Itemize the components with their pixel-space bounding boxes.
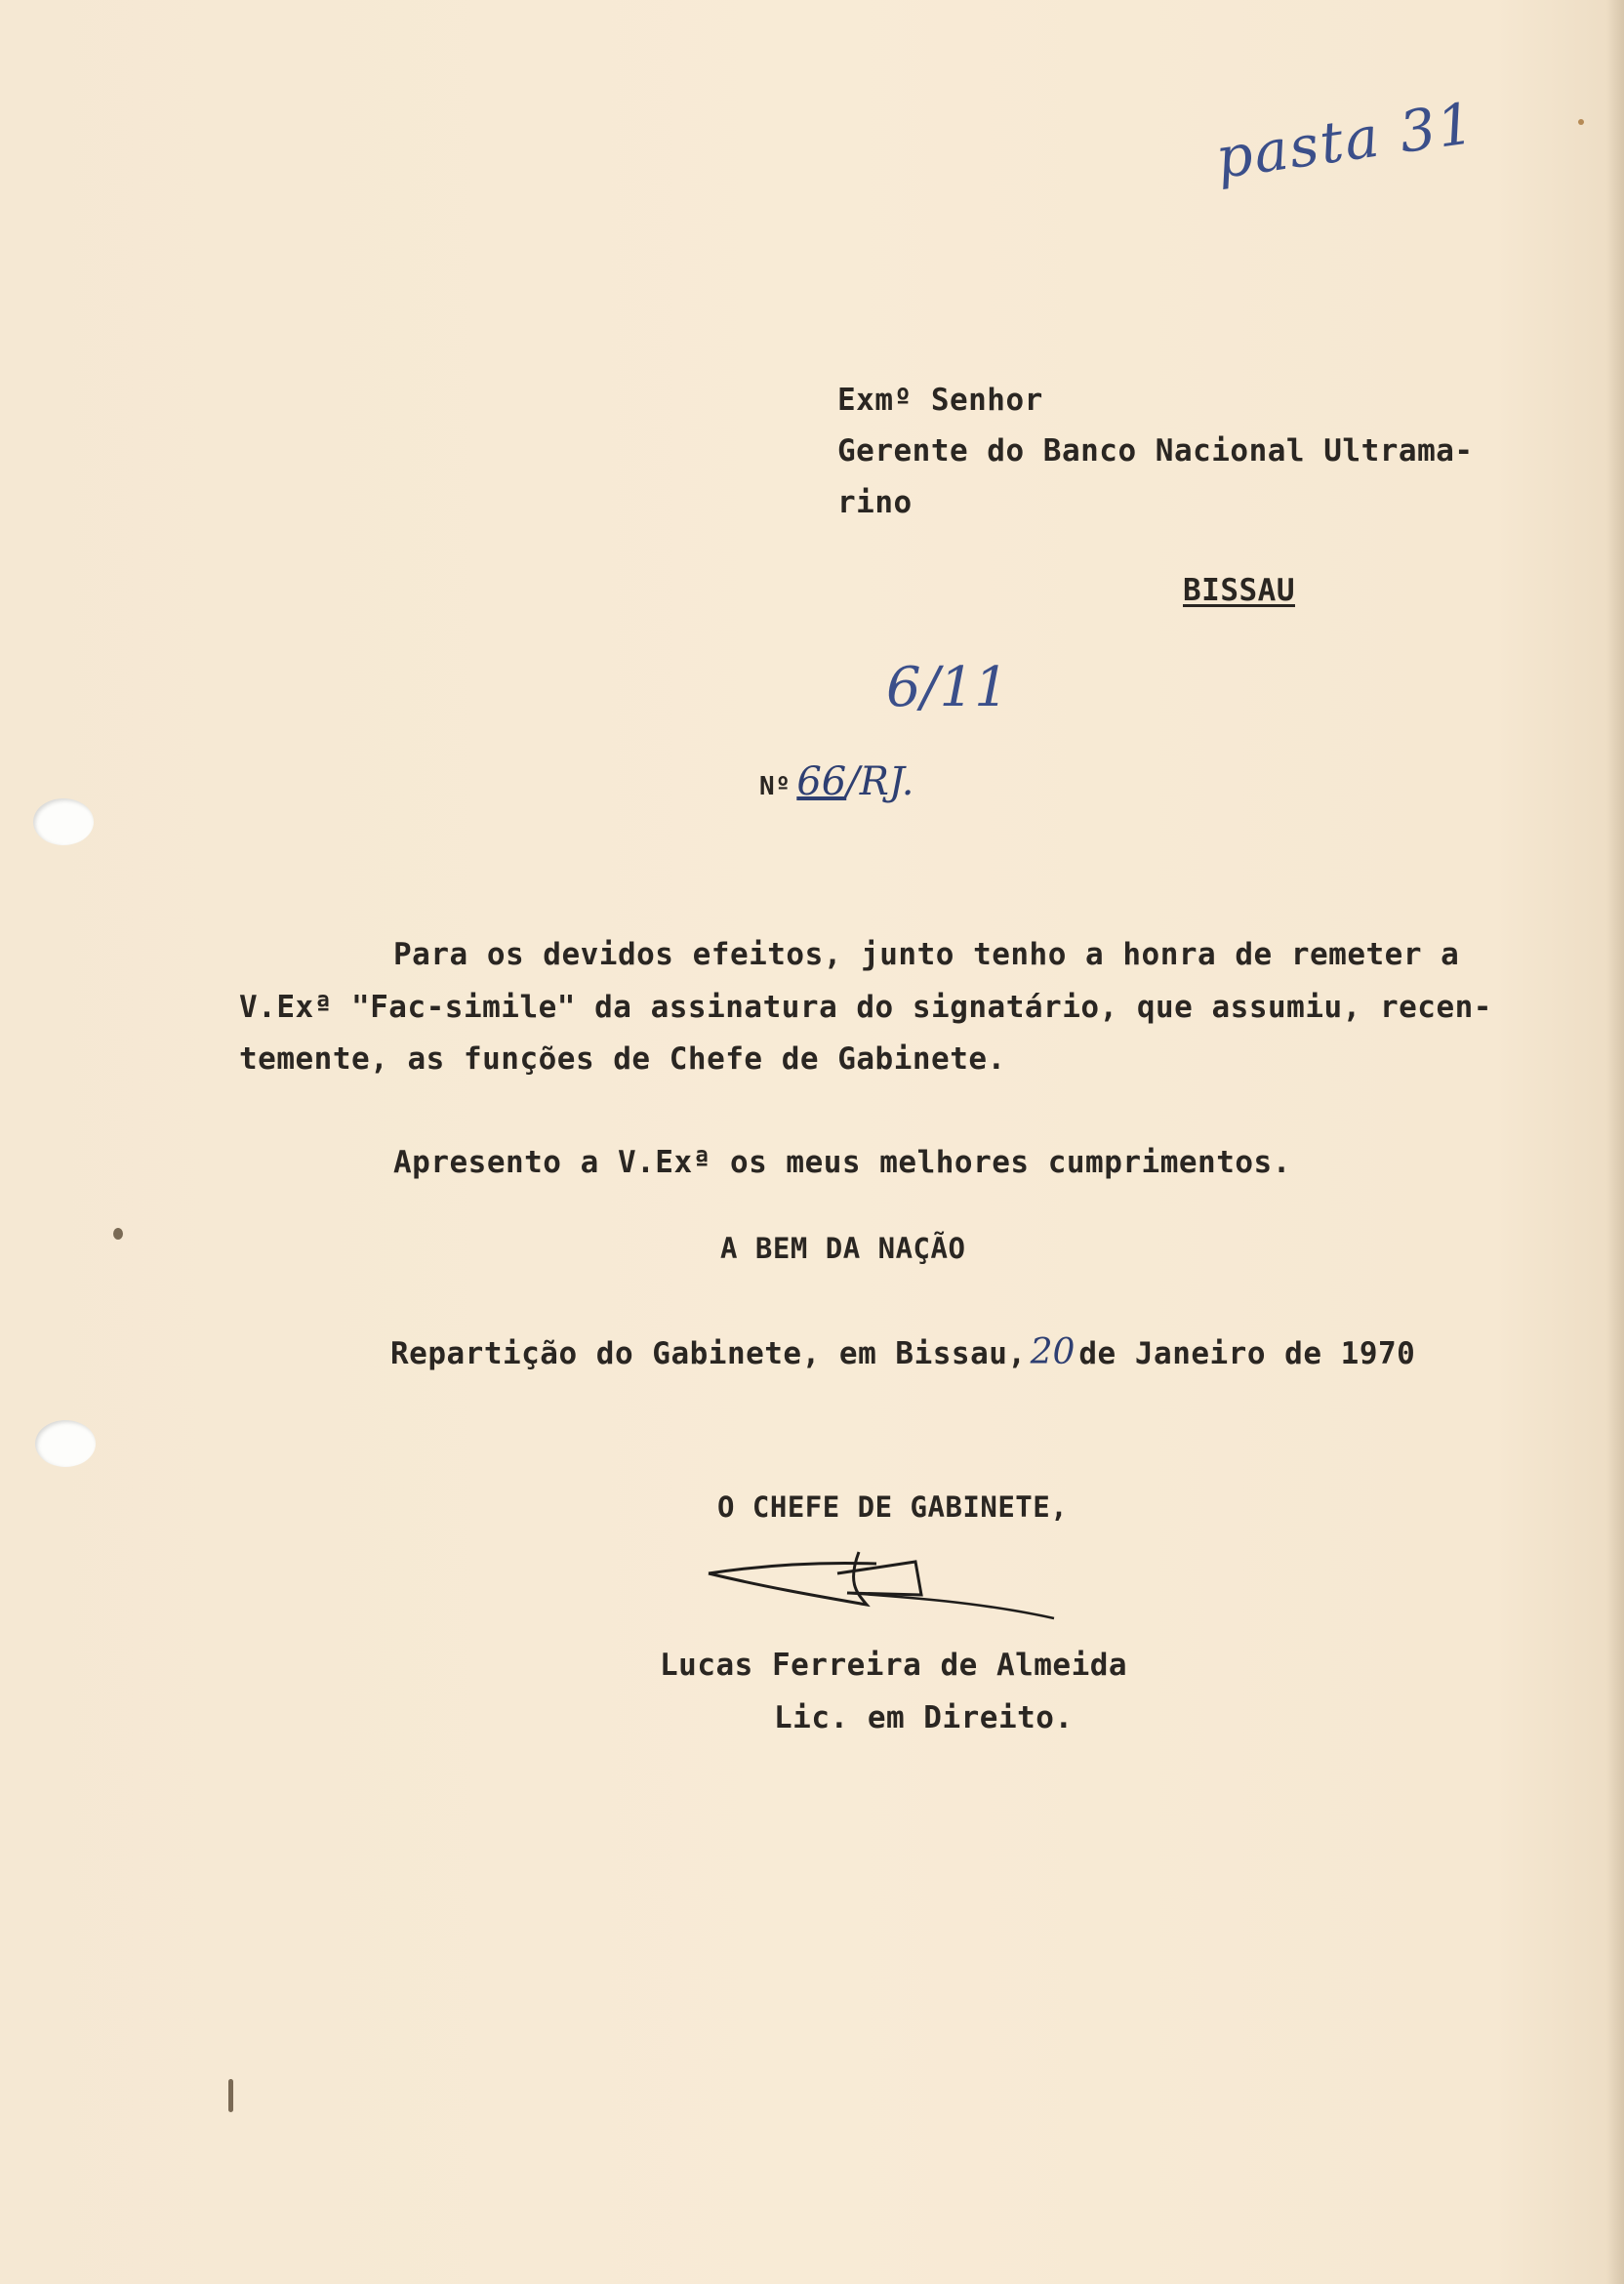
- body-paragraph-1-line-3: temente, as funções de Chefe de Gabinete.: [239, 1041, 1006, 1077]
- paper-speck: [228, 2079, 233, 2112]
- handwritten-margin-note: pasta 31: [1211, 89, 1481, 192]
- body-paragraph-2: Apresento a V.Exª os meus melhores cumprimentos.: [393, 1145, 1291, 1180]
- body-paragraph-1-line-2: V.Exª "Fac-simile" da assinatura do signatário, que assumiu, recen-: [239, 990, 1492, 1025]
- address-city: BISSAU: [1183, 573, 1295, 608]
- reference-prefix: Nº: [759, 772, 792, 801]
- reference-suffix: /RJ.: [846, 759, 914, 804]
- address-line-2: Gerente do Banco Nacional Ultrama-: [837, 433, 1474, 469]
- body-paragraph-1-line-1: Para os devidos efeitos, junto tenho a honra de remeter a: [393, 937, 1460, 972]
- paper-edge-shadow: [1606, 0, 1624, 2284]
- signatory-title: Lic. em Direito.: [774, 1700, 1074, 1735]
- reference-line: [759, 759, 914, 804]
- punch-hole-bottom: [35, 1420, 96, 1467]
- punch-hole-top: [33, 798, 94, 845]
- date-prefix: Repartição do Gabinete, em Bissau,: [390, 1336, 1027, 1371]
- motto: A BEM DA NAÇÃO: [720, 1232, 966, 1265]
- paper-speck: [113, 1228, 123, 1240]
- address-line-1: Exmº Senhor: [837, 383, 1043, 418]
- reference-number: 66: [796, 759, 847, 804]
- date-suffix: de Janeiro de 1970: [1078, 1336, 1416, 1371]
- address-line-3: rino: [837, 485, 913, 520]
- date-day: 20: [1030, 1332, 1076, 1372]
- signatory-name: Lucas Ferreira de Almeida: [660, 1648, 1128, 1683]
- date-line: [390, 1332, 1415, 1372]
- paper-speck: [1578, 119, 1584, 125]
- handwritten-signature: [701, 1544, 1062, 1622]
- handwritten-reference: 6/11: [886, 656, 1009, 719]
- signoff-title: O CHEFE DE GABINETE,: [717, 1490, 1069, 1524]
